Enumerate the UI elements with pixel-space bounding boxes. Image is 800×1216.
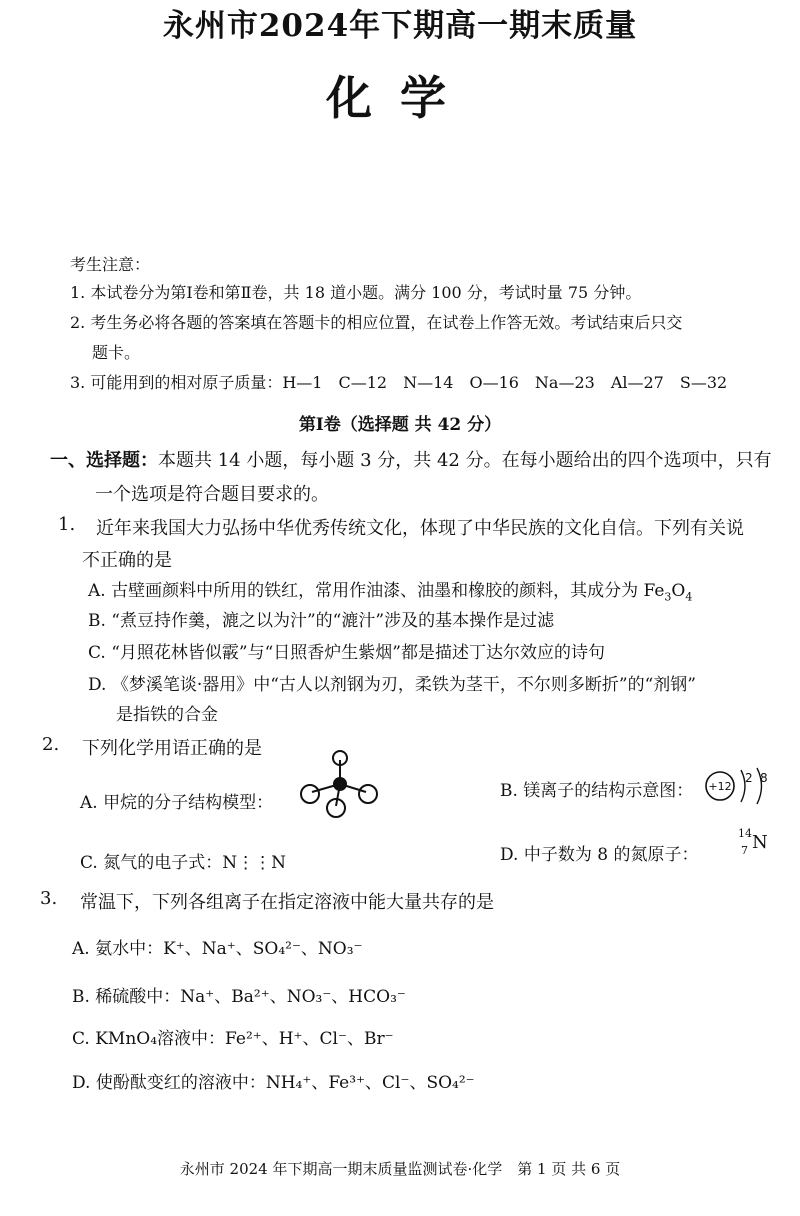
q1-stem-line2: 不正确的是 (82, 550, 172, 571)
section-intro-label: 一、选择题： (50, 450, 158, 471)
q1-option-a-sub2: 4 (685, 590, 693, 604)
magnesium-ion-diagram-icon (703, 764, 783, 808)
mg-shell1-label: 2 (745, 771, 753, 785)
q1-option-d-line1: D. 《梦溪笔谈·器用》中“古人以剂钢为刃，柔铁为茎干，不尔则多断折”的“剂钢” (88, 675, 696, 695)
mg-shell2-label: 8 (760, 771, 768, 785)
q1-number: 1. (58, 514, 76, 535)
q2-option-b: B. 镁离子的结构示意图： (500, 781, 694, 801)
q3-number: 3. (40, 888, 58, 909)
q2-stem: 下列化学用语正确的是 (82, 738, 262, 759)
q3-stem: 常温下，下列各组离子在指定溶液中能大量共存的是 (80, 892, 494, 913)
notice-heading: 考生注意： (70, 255, 151, 274)
section-title: 第Ⅰ卷（选择题 共 42 分） (298, 415, 502, 435)
q1-option-a-mid: O (671, 581, 686, 601)
q1-option-a-sub1: 3 (664, 590, 672, 604)
notice-item-2-cont: 题卡。 (92, 343, 141, 362)
notice-item-1: 1. 本试卷分为第Ⅰ卷和第Ⅱ卷，共 18 道小题。满分 100 分，考试时量 75 分钟。 (70, 283, 642, 302)
notice-item-3: 3. 可能用到的相对原子质量：H—1 C—12 N—14 O—16 Na—23 Al—27 S—32 (70, 373, 728, 392)
nitrogen-symbol: N (752, 832, 768, 853)
q3-option-a: A. 氨水中：K⁺、Na⁺、SO₄²⁻、NO₃⁻ (72, 939, 363, 959)
q3-option-d: D. 使酚酞变红的溶液中：NH₄⁺、Fe³⁺、Cl⁻、SO₄²⁻ (72, 1073, 475, 1093)
q3-option-b: B. 稀硫酸中：Na⁺、Ba²⁺、NO₃⁻、HCO₃⁻ (72, 987, 406, 1007)
exam-title: 永州市2024年下期高一期末质量 (162, 8, 638, 44)
q2-option-c: C. 氮气的电子式：N⋮⋮N (80, 853, 286, 873)
nitrogen-atomic-number: 7 (741, 844, 748, 857)
nitrogen-isotope (738, 827, 778, 863)
q1-option-a (88, 576, 692, 603)
q1-stem-line1: 近年来我国大力弘扬中华优秀传统文化，体现了中华民族的文化自信。下列有关说 (96, 518, 744, 539)
page-footer: 永州市 2024 年下期高一期末质量监测试卷·化学 第 1 页 共 6 页 (179, 1160, 621, 1178)
q1-option-d-line2: 是指铁的合金 (116, 705, 218, 725)
section-intro (50, 446, 772, 472)
q2-option-a: A. 甲烷的分子结构模型： (80, 793, 274, 813)
nitrogen-mass-number: 14 (738, 827, 752, 840)
subject-title: 化学 (326, 71, 474, 125)
methane-model-icon (296, 750, 386, 820)
q2-number: 2. (42, 734, 60, 755)
mg-nucleus-label: +12 (708, 780, 732, 793)
q3-option-c: C. KMnO₄溶液中：Fe²⁺、H⁺、Cl⁻、Br⁻ (72, 1029, 394, 1049)
section-intro-line2: 一个选项是符合题目要求的。 (95, 484, 329, 505)
q2-option-d: D. 中子数为 8 的氮原子： (500, 845, 699, 865)
q1-option-a-text: A. 古壁画颜料中所用的铁红，常用作油漆、油墨和橡胶的颜料，其成分为 Fe (88, 581, 665, 601)
section-intro-line1: 本题共 14 小题，每小题 3 分，共 42 分。在每小题给出的四个选项中，只有 (158, 450, 772, 471)
q1-option-c: C. “月照花林皆似霰”与“日照香炉生紫烟”都是描述丁达尔效应的诗句 (88, 643, 605, 663)
q1-option-b: B. “煮豆持作羹，漉之以为汁”的“漉汁”涉及的基本操作是过滤 (88, 611, 555, 631)
notice-item-2: 2. 考生务必将各题的答案填在答题卡的相应位置，在试卷上作答无效。考试结束后只交 (70, 313, 683, 332)
